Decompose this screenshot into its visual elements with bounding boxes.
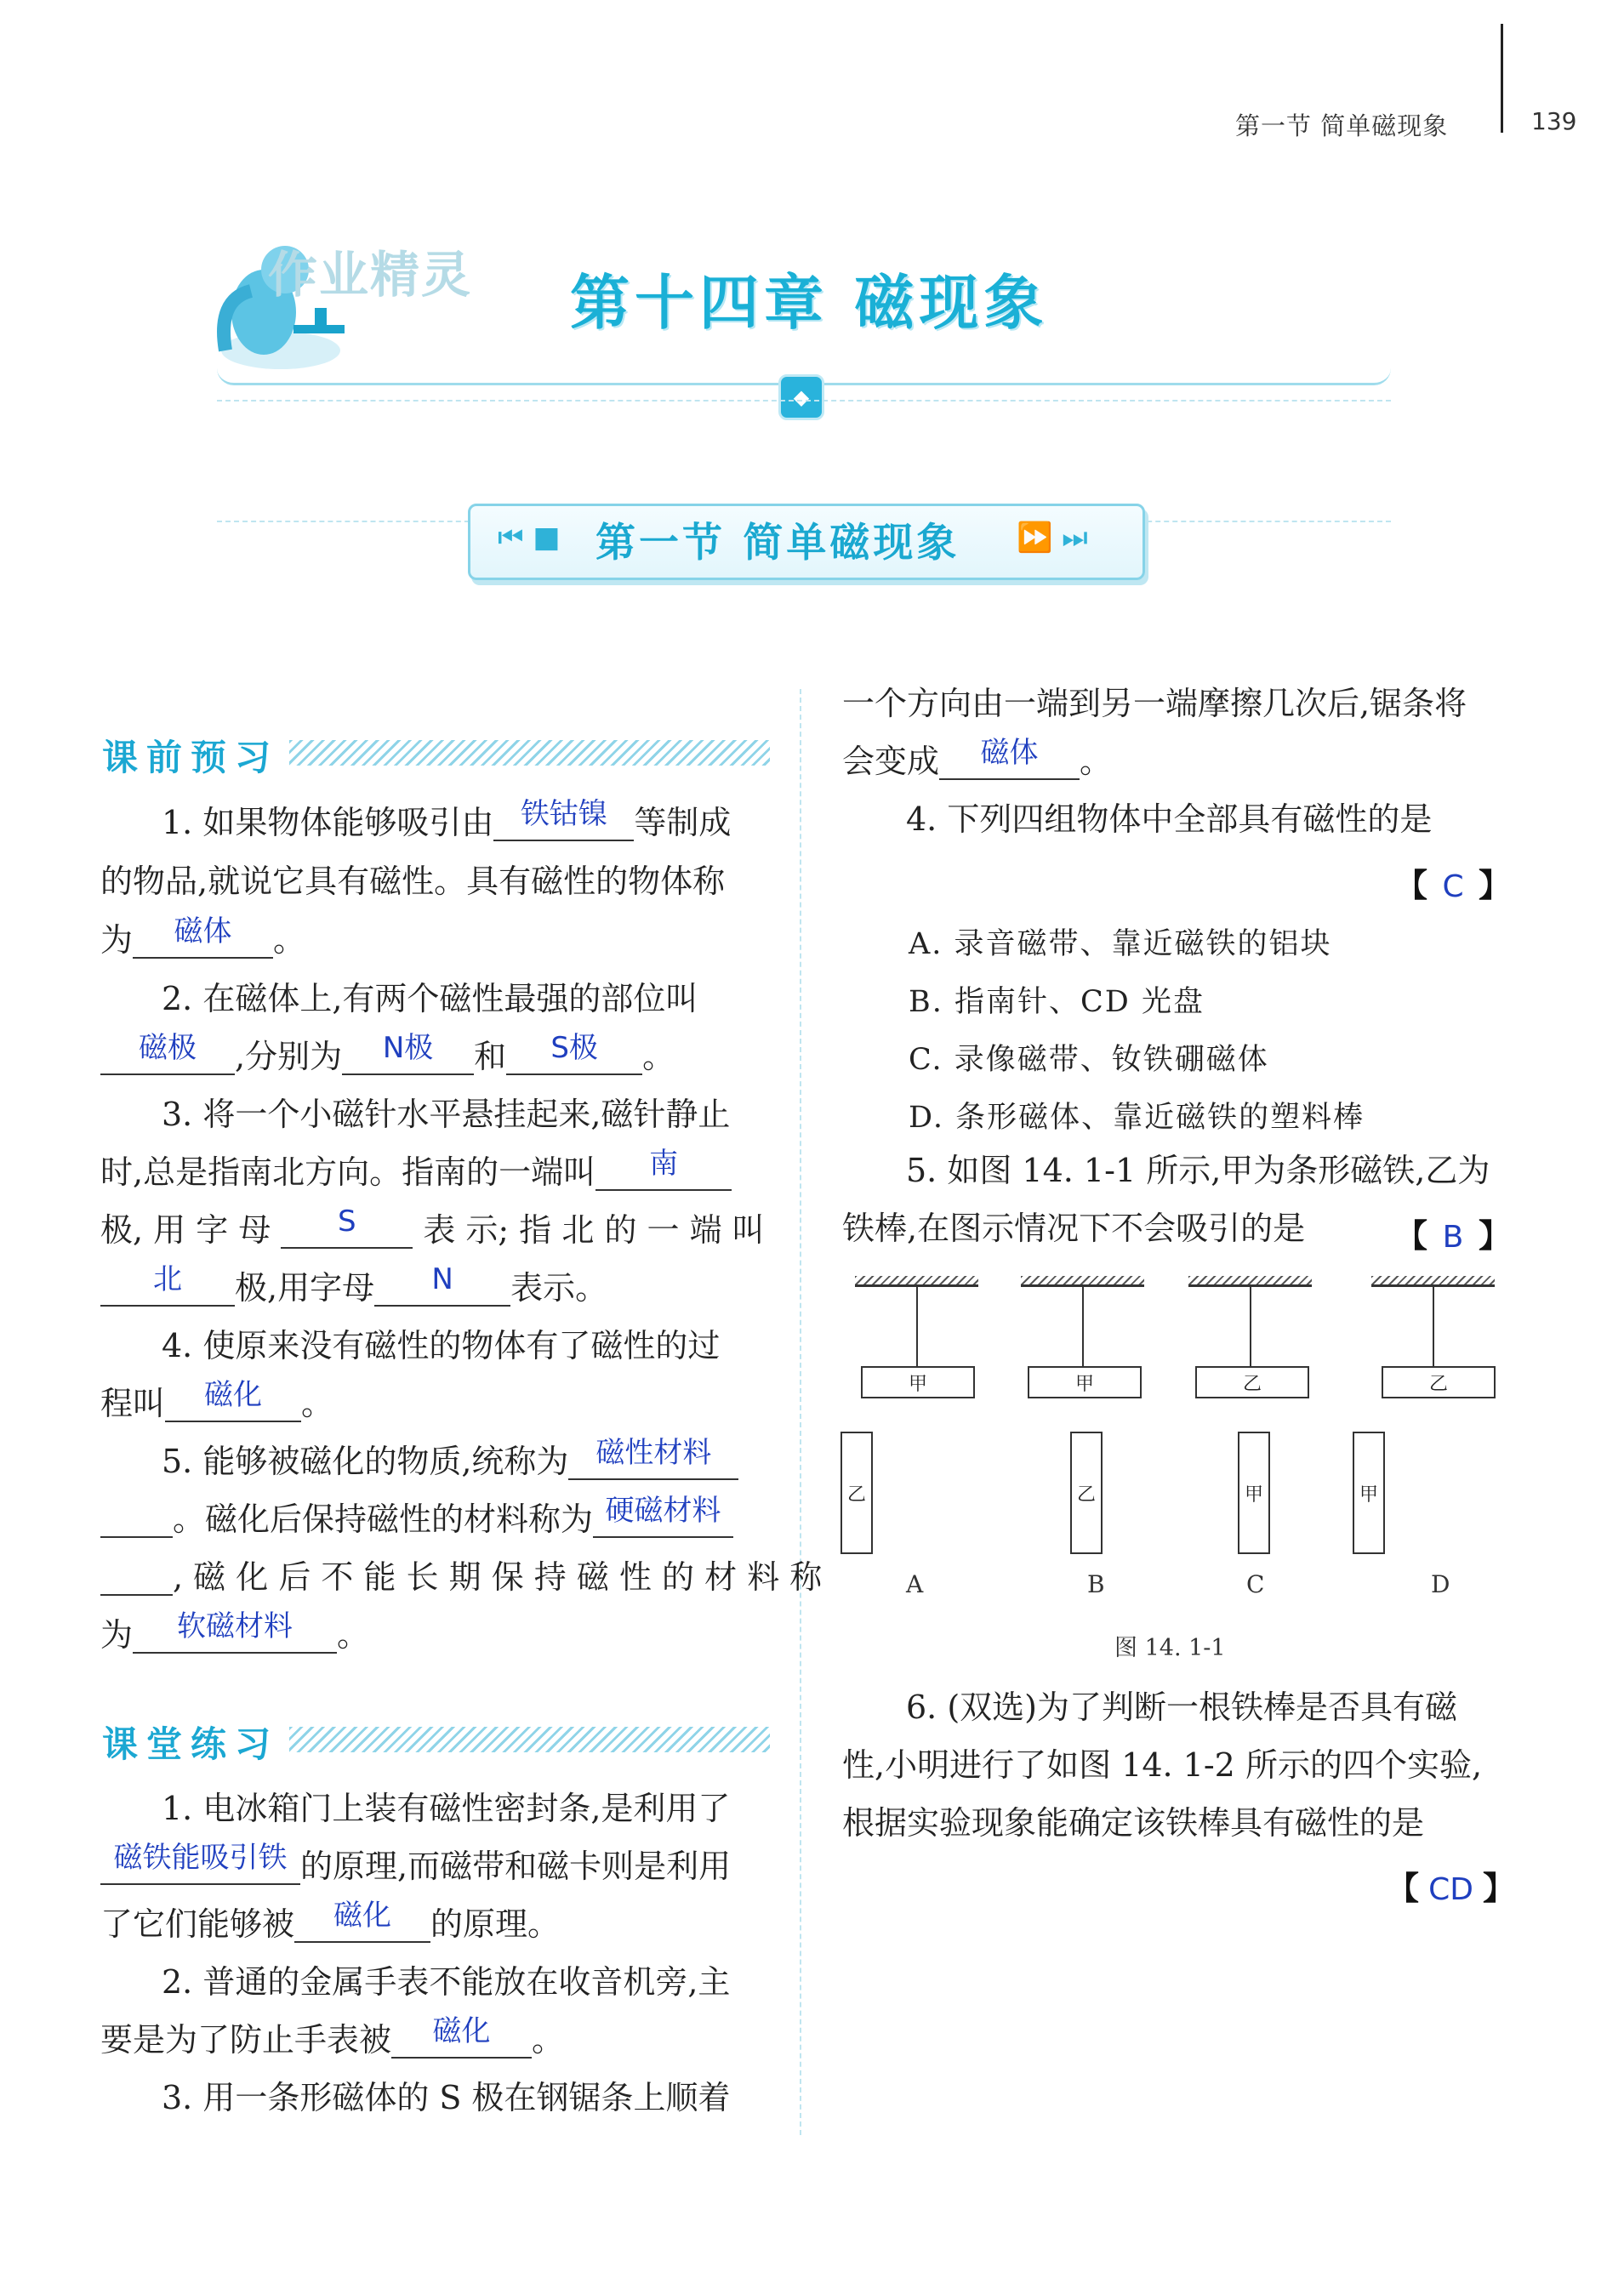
- preview-q3-line3: 极, 用 字 母 S 表 示; 指 北 的 一 端 叫: [100, 1204, 765, 1249]
- column-divider: [800, 689, 801, 2135]
- section-title: 第一节 简单磁现象: [595, 520, 960, 567]
- watermark: 作业精灵: [268, 246, 473, 304]
- rewind-icon: ⏮ ■: [498, 521, 561, 555]
- preview-q5-line2: 。磁化后保持磁性的材料称为 硬磁材料: [100, 1501, 733, 1538]
- header-rule: [1501, 24, 1503, 133]
- preview-q2-line2: 磁极 ,分别为 N极 和 S极 。: [100, 1038, 675, 1075]
- preview-q2-line1: 2. 在磁体上,有两个磁性最强的部位叫: [162, 980, 698, 1017]
- practice-q6-line1: 6. (双选)为了判断一根铁棒是否具有磁: [906, 1689, 1457, 1726]
- preview-q1-line2: 的物品,就说它具有磁性。具有磁性的物体称: [100, 863, 726, 900]
- label-d: D: [1431, 1570, 1450, 1598]
- magnet-b-hanging: 甲: [1028, 1366, 1142, 1398]
- chapter-badge: ◆: [778, 374, 824, 420]
- string-c: [1250, 1287, 1251, 1368]
- running-header: 第一节 简单磁现象: [1235, 111, 1449, 140]
- preview-q5-line4: 为 软磁材料 。: [100, 1609, 370, 1654]
- practice-q2-line2: 要是为了防止手表被 磁化 。: [100, 2014, 565, 2059]
- preview-q3-line4: 北 极,用字母 N 表示。: [100, 1269, 607, 1307]
- practice-heading: 课堂练习: [102, 1723, 280, 1765]
- page-number: 139: [1531, 107, 1577, 135]
- practice-heading-hatch: [289, 1727, 770, 1752]
- magnet-b-standing: 乙: [1070, 1432, 1103, 1554]
- practice-q4-answer-bracket: 【 C 】: [1395, 866, 1512, 904]
- string-a: [916, 1287, 918, 1368]
- string-d: [1433, 1287, 1434, 1368]
- practice-q4-option-b: B. 指南针、CD 光盘: [909, 985, 1205, 1019]
- preview-q4-line1: 4. 使原来没有磁性的物体有了磁性的过: [162, 1327, 721, 1364]
- magnet-a-hanging: 甲: [861, 1366, 975, 1398]
- practice-q5-line1: 5. 如图 14. 1-1 所示,甲为条形磁铁,乙为: [906, 1152, 1490, 1189]
- magnet-c-hanging: 乙: [1195, 1366, 1309, 1398]
- practice-q3-line2: 一个方向由一端到另一端摩擦几次后,锯条将: [842, 685, 1467, 722]
- label-b: B: [1087, 1570, 1105, 1598]
- practice-q6-answer-bracket: 【 CD 】: [1387, 1869, 1516, 1907]
- magnet-d-hanging: 乙: [1382, 1366, 1496, 1398]
- figure-caption: 图 14. 1-1: [1114, 1635, 1226, 1661]
- practice-q5-answer-bracket: 【 B 】: [1395, 1216, 1512, 1255]
- practice-q6-line2: 性,小明进行了如图 14. 1-2 所示的四个实验,: [842, 1746, 1483, 1784]
- practice-q3-line3: 会变成 磁体 。: [842, 736, 1113, 780]
- practice-q4-option-d: D. 条形磁体、靠近磁铁的塑料棒: [909, 1101, 1365, 1135]
- preview-heading-hatch: [289, 740, 770, 766]
- answer-text: B: [1442, 1220, 1464, 1255]
- preview-q3-line2: 时,总是指南北方向。指南的一端叫 南: [100, 1153, 732, 1191]
- preview-q4-line2: 程叫 磁化 。: [100, 1378, 334, 1422]
- preview-heading: 课前预习: [102, 737, 280, 778]
- practice-q1-line2: 磁铁能吸引铁 的原理,而磁带和磁卡则是利用: [100, 1848, 731, 1885]
- chapter-title: 第十四章 磁现象: [570, 268, 1049, 338]
- string-b: [1082, 1287, 1084, 1368]
- practice-q5-line2: 铁棒,在图示情况下不会吸引的是: [842, 1210, 1306, 1247]
- practice-q2-line1: 2. 普通的金属手表不能放在收音机旁,主: [162, 1963, 731, 2001]
- practice-q4-option-c: C. 录像磁带、钕铁硼磁体: [909, 1043, 1269, 1077]
- fast-forward-icon: ⏩ ⏭: [1017, 521, 1088, 555]
- ceiling-a: [855, 1276, 978, 1287]
- chapter-dotted-line: [217, 400, 1391, 401]
- ceiling-b: [1021, 1276, 1144, 1287]
- practice-q6-line3: 根据实验现象能确定该铁棒具有磁性的是: [842, 1804, 1425, 1842]
- label-c: C: [1246, 1570, 1265, 1598]
- practice-q4-option-a: A. 录音磁带、靠近磁铁的铝块: [909, 927, 1332, 961]
- practice-q1-line3: 了它们能够被 磁化 的原理。: [100, 1899, 561, 1943]
- practice-q1-line1: 1. 电冰箱门上装有磁性密封条,是利用了: [162, 1790, 731, 1827]
- ceiling-c: [1188, 1276, 1312, 1287]
- answer-text: CD: [1428, 1872, 1473, 1907]
- magnet-d-standing: 甲: [1353, 1432, 1385, 1554]
- ceiling-d: [1371, 1276, 1495, 1287]
- preview-q3-line1: 3. 将一个小磁针水平悬挂起来,磁针静止: [162, 1096, 731, 1133]
- magnet-a-standing: 乙: [840, 1432, 873, 1554]
- answer-text: C: [1442, 869, 1464, 904]
- label-a: A: [906, 1570, 924, 1598]
- practice-q4-text: 4. 下列四组物体中全部具有磁性的是: [906, 800, 1433, 838]
- preview-q1-line3: 为 磁体 。: [100, 914, 306, 959]
- preview-q5-line1: 5. 能够被磁化的物质,统称为 磁性材料: [162, 1443, 738, 1480]
- preview-q1-line1: 1. 如果物体能够吸引由 铁钴镍 等制成: [162, 797, 732, 841]
- answer-text: 铁钴镍: [520, 797, 607, 831]
- practice-q3-line1: 3. 用一条形磁体的 S 极在钢锯条上顺着: [162, 2079, 731, 2116]
- magnet-c-standing: 甲: [1238, 1432, 1270, 1554]
- preview-q5-line3: , 磁 化 后 不 能 长 期 保 持 磁 性 的 材 料 称: [100, 1558, 822, 1596]
